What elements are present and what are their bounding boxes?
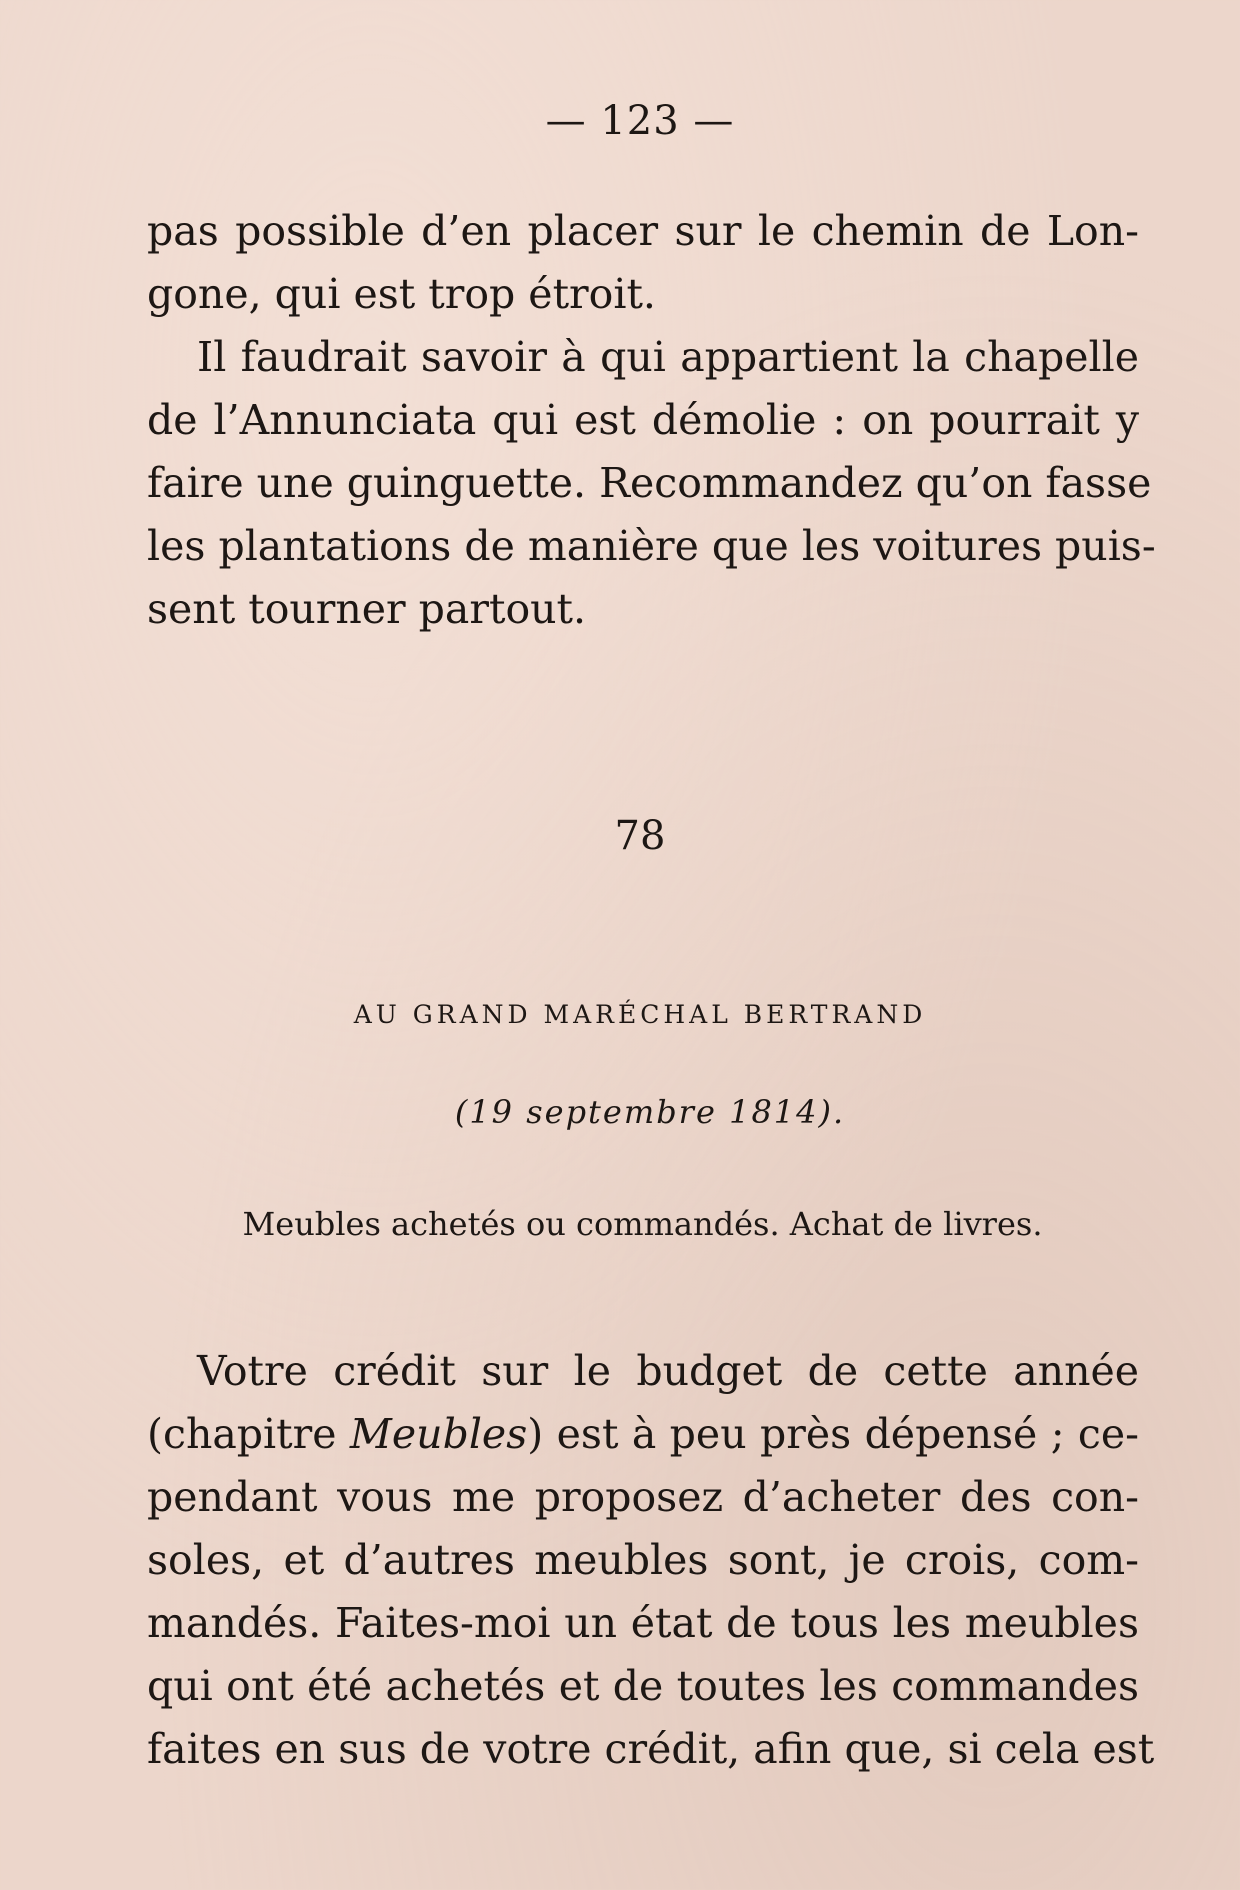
text-line: pendant vous me proposez d’acheter des con- (147, 1473, 1139, 1521)
text-line: qui ont été achetés et de toutes les commandes (147, 1662, 1139, 1710)
letter-body (147, 1340, 1155, 1781)
text-line: pas possible d’en placer sur le chemin de Lon- (147, 207, 1139, 255)
text-line: sent tourner partout. (147, 585, 587, 633)
text-line: mandés. Faites-moi un état de tous les meubles (147, 1599, 1139, 1647)
text-line: gone, qui est trop étroit. (147, 270, 656, 318)
text-fragment: (chapitre (147, 1410, 350, 1458)
text-line: les plantations de manière que les voitures puis- (147, 522, 1156, 570)
text-line: Il faudrait savoir à qui appartient la chapelle (197, 333, 1139, 381)
text-line: faites en sus de votre crédit, afin que, si cela est (147, 1725, 1155, 1773)
letter-summary: Meubles achetés ou commandés. Achat de livres. (242, 1205, 1043, 1243)
letter-recipient: AU GRAND MARÉCHAL BERTRAND (353, 1000, 927, 1029)
text-line (147, 1403, 1139, 1466)
text-fragment: ) est à peu près dépensé ; ce- (527, 1410, 1139, 1458)
text-line: de l’Annunciata qui est démolie : on pourrait y (147, 396, 1139, 444)
italic-term: Meubles (349, 1410, 528, 1458)
page-number: — 123 — (545, 98, 735, 144)
text-line: soles, et d’autres meubles sont, je crois, com- (147, 1536, 1139, 1584)
text-line: Votre crédit sur le budget de cette année (197, 1347, 1139, 1395)
text-line: faire une guinguette. Recommandez qu’on fasse (147, 459, 1152, 507)
letter-date: (19 septembre 1814). (454, 1093, 846, 1131)
continued-paragraphs (147, 200, 1156, 641)
letter-number: 78 (614, 813, 666, 859)
